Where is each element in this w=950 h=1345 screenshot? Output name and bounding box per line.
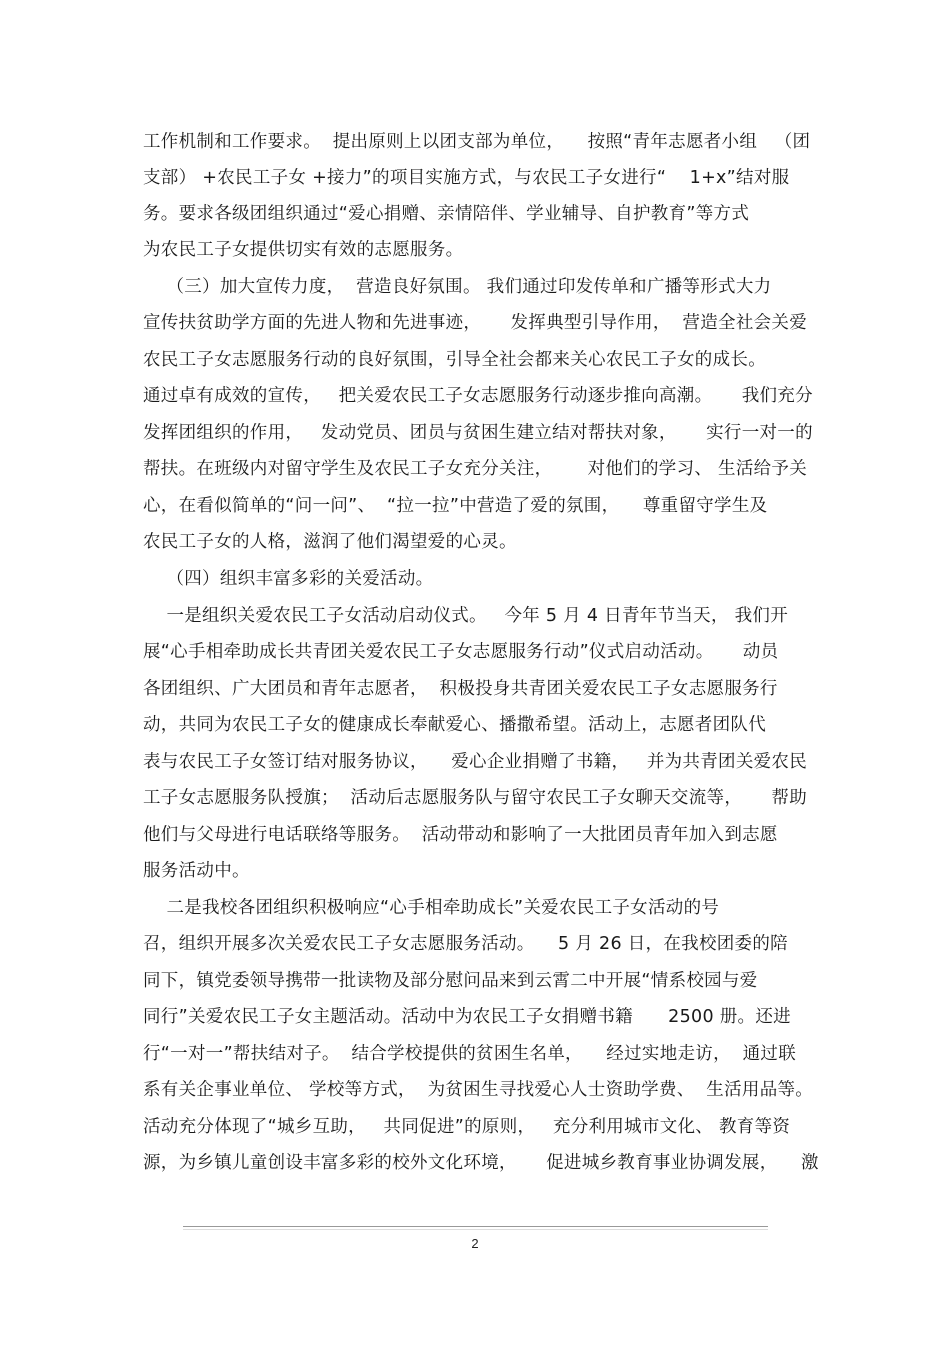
- text-line: 宣传扶贫助学方面的先进人物和先进事迹， 发挥典型引导作用， 营造全社会关爱: [143, 313, 808, 333]
- text-line: 一是组织关爱农民工子女活动启动仪式。 今年 5 月 4 日青年节当天， 我们开: [143, 606, 789, 626]
- text-line: 他们与父母进行电话联络等服务。 活动带动和影响了一大批团员青年加入到志愿: [143, 825, 778, 845]
- text-line: 源，为乡镇儿童创设丰富多彩的校外文化环境， 促进城乡教育事业协调发展， 激: [143, 1153, 819, 1173]
- text-line: 心，在看似简单的“问一问”、 “拉一拉”中营造了爱的氛围， 尊重留守学生及: [143, 496, 768, 516]
- text-line: 系有关企事业单位、 学校等方式， 为贫困生寻找爱心人士资助学费、 生活用品等。: [143, 1080, 814, 1100]
- text-line: 通过卓有成效的宣传， 把关爱农民工子女志愿服务行动逐步推向高潮。 我们充分: [143, 386, 813, 406]
- text-line: （三）加大宣传力度， 营造良好氛围。 我们通过印发传单和广播等形式大力: [143, 277, 772, 297]
- text-line: （四）组织丰富多彩的关爱活动。: [143, 569, 434, 589]
- text-line: 动，共同为农民工子女的健康成长奉献爱心、播撒希望。活动上，志愿者团队代: [143, 715, 766, 735]
- text-line: 工作机制和工作要求。 提出原则上以团支部为单位， 按照“青年志愿者小组 （团: [143, 132, 811, 152]
- text-line: 召，组织开展多次关爱农民工子女志愿服务活动。 5 月 26 日，在我校团委的陪: [143, 934, 788, 954]
- text-line: 农民工子女志愿服务行动的良好氛围，引导全社会都来关心农民工子女的成长。: [143, 350, 766, 370]
- text-line: 二是我校各团组织积极响应“心手相牵助成长”关爱农民工子女活动的号: [143, 898, 720, 918]
- text-line: 同下，镇党委领导携带一批读物及部分慰问品来到云霄二中开展“情系校园与爱: [143, 971, 758, 991]
- text-line: 行“一对一”帮扶结对子。 结合学校提供的贫困生名单， 经过实地走访， 通过联: [143, 1044, 797, 1064]
- text-line: 活动充分体现了“城乡互助， 共同促进”的原则， 充分利用城市文化、 教育等资: [143, 1117, 791, 1137]
- text-line: 务。要求各级团组织通过“爱心捐赠、亲情陪伴、学业辅导、自护教育”等方式: [143, 204, 750, 224]
- text-line: 表与农民工子女签订结对服务协议， 爱心企业捐赠了书籍， 并为共青团关爱农民: [143, 752, 808, 772]
- text-line: 工子女志愿服务队授旗； 活动后志愿服务队与留守农民工子女聊天交流等， 帮助: [143, 788, 808, 808]
- text-line: 展“心手相牵助成长共青团关爱农民工子女志愿服务行动”仪式启动活动。 动员: [143, 642, 779, 662]
- text-line: 各团组织、广大团员和青年志愿者， 积极投身共青团关爱农民工子女志愿服务行: [143, 679, 778, 699]
- footer-divider-shadow: [183, 1229, 768, 1230]
- text-line: 同行”关爱农民工子女主题活动。活动中为农民工子女捐赠书籍 2500 册。还进: [143, 1007, 791, 1027]
- text-line: 支部） +农民工子女 +接力”的项目实施方式，与农民工子女进行“ 1+x”结对服: [143, 168, 790, 188]
- text-line: 农民工子女的人格，滋润了他们渴望爱的心灵。: [143, 532, 517, 552]
- text-line: 帮扶。在班级内对留守学生及农民工子女充分关注， 对他们的学习、 生活给予关: [143, 459, 808, 479]
- text-line: 服务活动中。: [143, 861, 250, 881]
- page-number: 2: [471, 1236, 479, 1251]
- text-line: 发挥团组织的作用， 发动党员、团员与贫困生建立结对帮扶对象， 实行一对一的: [143, 423, 813, 443]
- text-line: 为农民工子女提供切实有效的志愿服务。: [143, 240, 464, 260]
- footer-divider: [183, 1226, 768, 1227]
